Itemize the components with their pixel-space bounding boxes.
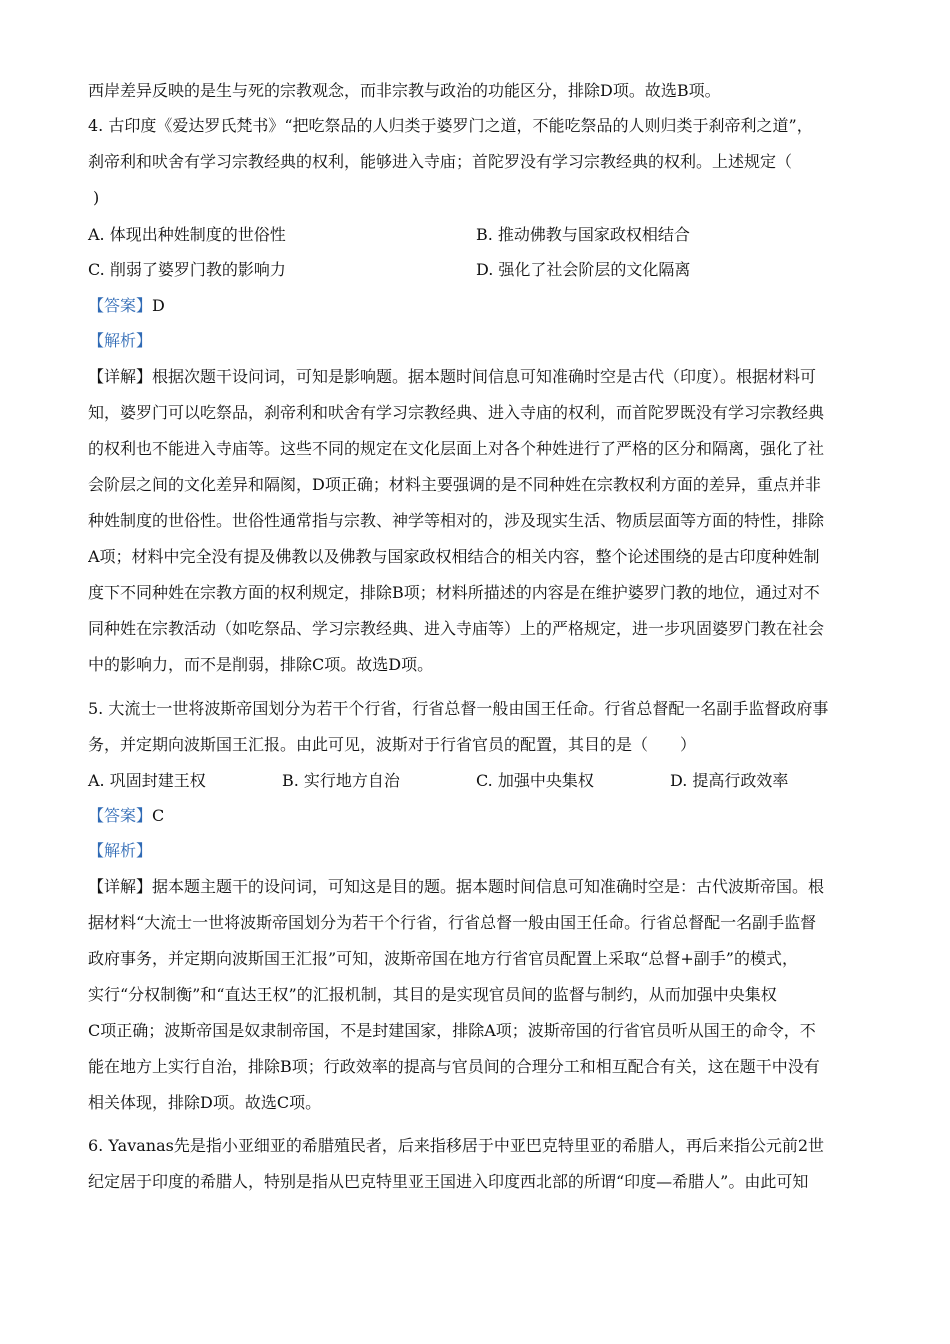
q4-detail-line-5: 种姓制度的世俗性。世俗性通常指与宗教、神学等相对的，涉及现实生活、物质层面等方面的特性，排除 bbox=[88, 511, 825, 530]
q4-detail-line-7: 度下不同种姓在宗教方面的权利规定，排除B项；材料所描述的内容是在维护婆罗门教的地位，通过对不 bbox=[88, 583, 820, 602]
q5-option-d: D. 提高行政效率 bbox=[670, 771, 789, 790]
q5-detail-text-1: 据本题主题干的设问词，可知这是目的题。据本题时间信息可知准确时空是：古代波斯帝国。根 bbox=[152, 877, 825, 896]
q4-answer-label: 【答案】 bbox=[88, 296, 153, 315]
q6-stem-line-1: 6. Yavanas先是指小亚细亚的希腊殖民者，后来指移居于中亚巴克特里亚的希腊人，再后来指公元前2世 bbox=[88, 1136, 825, 1155]
q5-detail-line-5: C项正确；波斯帝国是奴隶制帝国，不是封建国家，排除A项；波斯帝国的行省官员听从国王的命令，不 bbox=[88, 1021, 816, 1040]
q5-option-a: A. 巩固封建王权 bbox=[88, 771, 206, 790]
q4-detail-line-4: 会阶层之间的文化差异和隔阂，D项正确；材料主要强调的是不同种姓在宗教权利方面的差异，重点并非 bbox=[88, 475, 821, 494]
prev-explanation-tail: 西岸差异反映的是生与死的宗教观念，而非宗教与政治的功能区分，排除D项。故选B项。 bbox=[88, 81, 721, 100]
q4-analysis-heading bbox=[88, 330, 152, 352]
q4-detail-line-1 bbox=[88, 366, 864, 388]
q5-detail-line-3: 政府事务，并定期向波斯国王汇报”可知，波斯帝国在地方行省官员配置上采取“总督+副手”的模式， bbox=[88, 949, 798, 968]
q4-stem-line-2: 刹帝利和吠舍有学习宗教经典的权利，能够进入寺庙；首陀罗没有学习宗教经典的权利。上述规定（ bbox=[88, 152, 793, 171]
q5-analysis-label: 【解析】 bbox=[88, 841, 153, 860]
q5-answer-value: C bbox=[152, 806, 165, 825]
q4-answer-value: D bbox=[152, 296, 165, 315]
q5-stem-line-2: 务，并定期向波斯国王汇报。由此可见，波斯对于行省官员的配置，其目的是（ ） bbox=[88, 735, 697, 754]
q4-detail-line-3: 的权利也不能进入寺庙等。这些不同的规定在文化层面上对各个种姓进行了严格的区分和隔离，强化了社 bbox=[88, 439, 825, 458]
q4-option-a: A. 体现出种姓制度的世俗性 bbox=[88, 225, 286, 244]
q5-detail-line-6: 能在地方上实行自治，排除B项；行政效率的提高与官员间的合理分工和相互配合有关，这在题干中没有 bbox=[88, 1057, 820, 1076]
q4-option-d: D. 强化了社会阶层的文化隔离 bbox=[476, 260, 691, 279]
q5-detail-line-4: 实行“分权制衡”和“直达王权”的汇报机制，其目的是实现官员间的监督与制约，从而加强中央集权 bbox=[88, 985, 777, 1004]
q5-stem-line-1: 5. 大流士一世将波斯帝国划分为若干个行省，行省总督一般由国王任命。行省总督配一名副手监督政府事 bbox=[88, 699, 829, 718]
q4-answer bbox=[88, 295, 165, 317]
q5-answer-label: 【答案】 bbox=[88, 806, 153, 825]
q4-stem-line-1: 4. 古印度《爱达罗氏梵书》“把吃祭品的人归类于婆罗门之道，不能吃祭品的人则归类于刹帝利之道”， bbox=[88, 116, 813, 135]
q4-stem-line-3: ) bbox=[93, 188, 100, 207]
q5-detail-label: 【详解】 bbox=[88, 877, 153, 896]
q4-option-b: B. 推动佛教与国家政权相结合 bbox=[476, 225, 690, 244]
q6-stem-line-2: 纪定居于印度的希腊人，特别是指从巴克特里亚王国进入印度西北部的所谓“印度—希腊人”。由此可知 bbox=[88, 1172, 809, 1191]
q5-answer bbox=[88, 805, 164, 827]
q5-option-c: C. 加强中央集权 bbox=[476, 771, 594, 790]
q5-option-b: B. 实行地方自治 bbox=[282, 771, 400, 790]
q5-detail-line-7: 相关体现，排除D项。故选C项。 bbox=[88, 1093, 322, 1112]
q4-detail-line-9: 中的影响力，而不是削弱，排除C项。故选D项。 bbox=[88, 655, 434, 674]
q4-detail-text-1: 根据次题干设问词，可知是影响题。据本题时间信息可知准确时空是古代（印度）。根据材料可 bbox=[152, 367, 817, 386]
q4-detail-line-2: 知，婆罗门可以吃祭品，刹帝利和吠舍有学习宗教经典、进入寺庙的权利，而首陀罗既没有学习宗教经典 bbox=[88, 403, 825, 422]
q4-detail-line-6: A项；材料中完全没有提及佛教以及佛教与国家政权相结合的相关内容，整个论述围绕的是古印度种姓制 bbox=[88, 547, 820, 566]
q5-analysis-heading bbox=[88, 840, 152, 862]
q4-analysis-label: 【解析】 bbox=[88, 331, 153, 350]
q4-detail-line-8: 同种姓在宗教活动（如吃祭品、学习宗教经典、进入寺庙等）上的严格规定，进一步巩固婆罗门教在社会 bbox=[88, 619, 825, 638]
q5-detail-line-1 bbox=[88, 876, 864, 898]
q4-detail-label: 【详解】 bbox=[88, 367, 153, 386]
q4-option-c: C. 削弱了婆罗门教的影响力 bbox=[88, 260, 286, 279]
q5-detail-line-2: 据材料“大流士一世将波斯帝国划分为若干个行省，行省总督一般由国王任命。行省总督配一名副手监督 bbox=[88, 913, 817, 932]
